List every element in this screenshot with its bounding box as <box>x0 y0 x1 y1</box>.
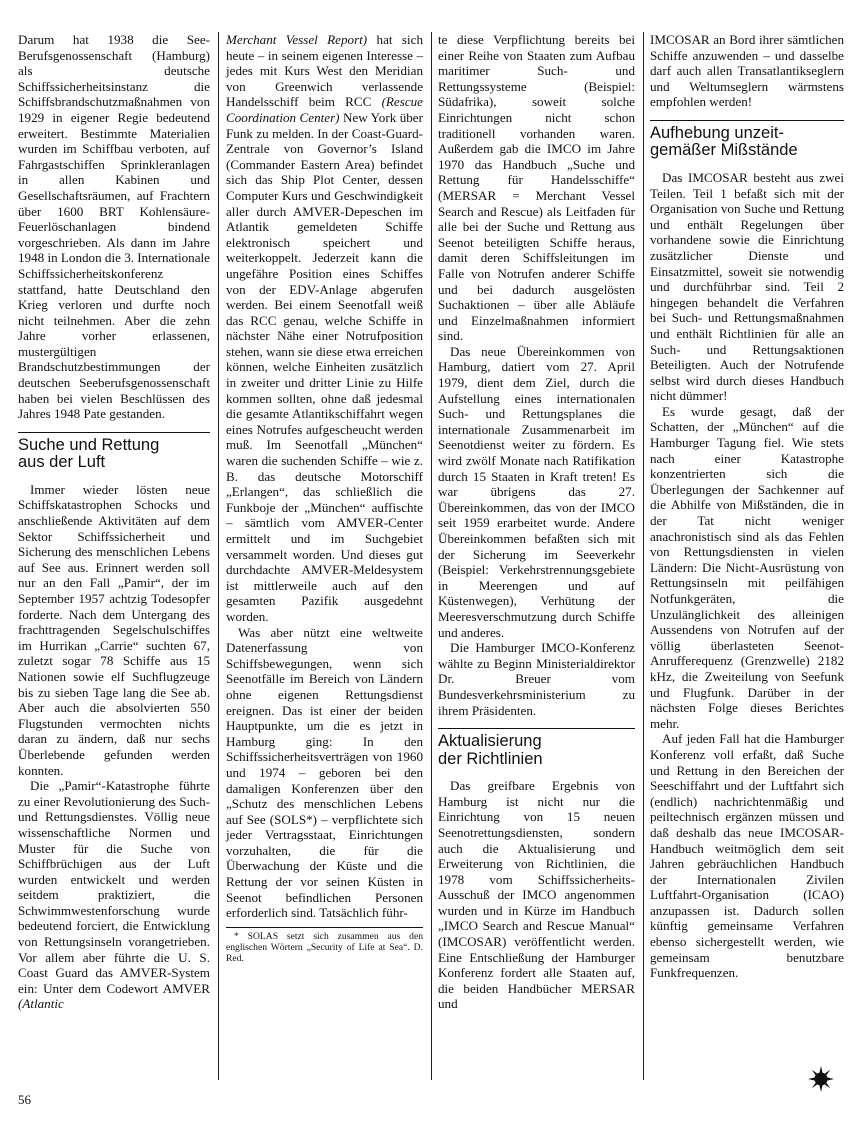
paragraph <box>18 778 210 1012</box>
heading-line: Aufhebung unzeit- <box>650 123 784 142</box>
article-column-3 <box>438 32 635 1012</box>
heading-line: gemäßer Mißstände <box>650 141 798 160</box>
heading-line: der Richtlinien <box>438 749 543 768</box>
footnote-text: * SOLAS setzt sich zusammen aus den englischen Wörtern „Security of Life at Sea“. D. Red. <box>226 930 423 964</box>
paragraph: Die Hamburger IMCO-Konferenz wählte zu Beginn Ministerialdirektor Dr. Breuer vom Bundesverkehrsministerium zu ihrem Präsidenten. <box>438 640 635 718</box>
paragraph-text: hat sich heute – in seinem eigenen Interesse – jedes mit Kurs West den Meridian von Greenwich verlassende Handelsschiff beim RCC <box>226 32 424 110</box>
page-number: 56 <box>18 1092 31 1107</box>
paragraph: Das neue Übereinkommen von Hamburg, datiert vom 27. April 1979, dient dem Ziel, durch die Aufstellung eines internationalen Such- und Rettungsplanes die internationale Zusammenarbeit im Seenotdienst weiter zu fördern. Es wird zwölf Monate nach Ratifikation durch 15 Staaten in Kraft treten! Es war übrigens das 27. Übereinkommen, das von der IMCO seit 1959 erarbeitet wurde. Andere Übereinkommen befaßten sich mit der Sicherung im Seeverkehr (Beispiel: Verkehrstrennungsgebiete in Meerengen und auf Küstenwegen), Verhütung der Meeresverschmutzung durch Schiffe und anderes. <box>438 343 635 640</box>
paragraph: Das greifbare Ergebnis von Hamburg ist nicht nur die Einrichtung von 15 neuen Seenotrettungsdiensten, sondern auch die Aktualisierung und Erweiterung von Richtlinien, die 1978 vom Schiffssicherheits-Ausschuß der IMCO angenommen wurden und in Kürze im Handbuch „IMCO Search and Rescue Manual“ (IMCOSAR) veröffentlicht werden. Eine Entschließung der Hamburger Konferenz fordert alle Staaten auf, die beiden Handbücher MERSAR und <box>438 778 635 1012</box>
heading-line: Suche und Rettung <box>18 435 160 454</box>
section-heading <box>438 728 635 774</box>
paragraph: te diese Verpflichtung bereits bei einer Reihe von Staaten zum Aufbau maritimer Such- und Rettungssysteme (Beispiel: Südafrika), soweit solche Einrichtungen nicht schon traditionell vorhanden waren. Außerdem gab die IMCO im Jahre 1970 das Handbuch „Suche und Rettung für Handelsschiffe“ (MERSAR = Merchant Vessel Search and Rescue) als Leitfaden für alle bei der Suche und Rettung aus Seenot beteiligten Schiffe heraus, damit deren Schiffsleitungen im Falle von Notrufen anderer Schiffe und bei dadurch ausgelösten Suchaktionen – über alle Abläufe und Einzelmaßnahmen informiert sind. <box>438 32 635 344</box>
paragraph-text: New York über Funk zu melden. In der Coast-Guard-Zentrale von Governor’s Island (Commander Eastern Area) befindet sich das Ship Plot Center, dessen Computer Kurs und Geschwindigkeit aller durch AMVER-Depeschen im Atlantik gemeldeten Schiffe elektronisch speichert und weiterkoppelt. Jederzeit kann die ungefähre Position eines Schiffes von der EDV-Anlage abgerufen werden. Bei einem Seenotfall weiß das RCC genau, welche Schiffe in nächster Nähe einer Notrufposition stehen, wann sie diese etwa erreichen können, welche Einheiten zusätzlich in zweiter und dritter Linie zu Hilfe kommen sollten, ohne daß jedesmal die gesamte Atlantikschiffahrt wegen eines Notrufes aufgescheucht werden muß. Im Seenotfall „München“ waren die suchenden Schiffe – wie z. B. das deutsche Motorschiff „Erlangen“, das schließlich die Funkboje der „München“ auffischte – sämtlich vom AMVER-Center ermittelt und im Suchgebiet versammelt worden. Und dieses gut durchdachte AMVER-Meldesystem ist mittlerweile auch auf den gesamten Pazifik ausgedehnt worden. <box>226 109 423 624</box>
article-column-1 <box>18 32 210 1012</box>
article-column-4 <box>650 32 844 981</box>
heading-line: Aktualisierung <box>438 732 542 751</box>
paragraph-italic: (Rescue Coordination Center) <box>226 94 423 125</box>
paragraph: Was aber nützt eine weltweite Datenerfassung von Schiffsbewegungen, wenn sich Seenotfälle im Bereich von Ländern ohne eigenen Rettungsdienst ereignen. Das ist einer der beiden Hauptpunkte, um die es jetzt in Hamburg ging: In den Schiffssicherheitsverträgen von 1960 und 1974 – geboren bei den damaligen Konferenzen über den „Schutz des menschlichen Lebens auf See (SOLS*) – verpflichtete sich jeder Vertragsstaat, Einrichtungen vorzuhalten, die für die Überwachung der Küste und die Rettung der vor seinen Küsten in Seenot befindlichen Personen erforderlich sind. Tatsächlich führ- <box>226 624 423 921</box>
footnote <box>226 927 423 964</box>
section-heading <box>18 432 210 478</box>
article-column-2 <box>226 32 423 964</box>
paragraph-text: Die „Pamir“-Katastrophe führte zu einer Revolutionierung des Such- und Rettungsdienstes. Völlig neue wissenschaftliche Normen und Muster für die Suche von Schiffbrüchigen aus der Luft wurden entwickelt und werden seitdem praktiziert, die Schwimmwestenforschung wurde bedeutend forciert, die Entwicklung von Rettungsinseln vorangetrieben. Vor allem aber führte die U. S. Coast Guard das AMVER-System ein: Unter dem Codewort AMVER <box>18 778 210 996</box>
paragraph: Immer wieder lösten neue Schiffskatastrophen Schocks und anschließende Aktivitäten auf dem Sektor Schiffssicherheit und Sicherung des menschlichen Lebens auf See aus. Erinnert werden soll nur an den Fall „Pamir“, der im September 1957 achtzig Todesopfer forderte. Nach dem Untergang des frachttragenden Segelschulschiffes im Hurrikan „Carrie“ suchten 67, zuletzt sogar 78 Schiffe aus 15 Nationen sowie elf Suchflugzeuge bis zu sieben Tage lang die See ab. Aber auch die absolvierten 550 Flugstunden vermochten nichts daran zu ändern, daß nur sechs Überlebende gefunden werden konnten. <box>18 481 210 778</box>
heading-line: aus der Luft <box>18 453 106 472</box>
paragraph: Auf jeden Fall hat die Hamburger Konferenz voll erfaßt, daß Suche und Rettung in den Bereichen der Seeschiffahrt und der Luftfahrt sich (endlich) nachrichtenmäßig und peiltechnisch ergänzen müssen und daß deshalb das neue IMCOSAR-Handbuch weitmöglich dem seit Jahren gebräuchlichen Handbuch der Internationalen Zivilen Luftfahrt-Organisation (ICAO) anzupassen ist. Dadurch sollen künftig gemeinsame Verfahren ebenso sichergestellt werden, wie gemeinsam benutzbare Funkfrequenzen. <box>650 731 844 981</box>
column-divider <box>218 32 219 1080</box>
paragraph-italic: (Atlantic <box>18 996 64 1012</box>
paragraph: Das IMCOSAR besteht aus zwei Teilen. Teil 1 befaßt sich mit der Organisation von Suche und Rettung und enthält Regelungen über vorhandene sowie die Einrichtung zusätzlicher Dienste und Einsatzmittel, soweit sie notwendig und durchführbar sind. Teil 2 hingegen behandelt die Verfahren bei Such- und Rettungsmaßnahmen und enthält Richtlinien für alle an Such- und Rettungsaktionen Beteiligten. Auch der Notrufende selbst wird durch dieses Handbuch nicht dümmer! <box>650 169 844 404</box>
paragraph: IMCOSAR an Bord ihrer sämtlichen Schiffe anzuwenden – und dasselbe darf auch allen Transatlantikseglern und Weltumseglern wärmstens empfohlen werden! <box>650 32 844 110</box>
sun-star-icon <box>808 1066 834 1092</box>
paragraph: Darum hat 1938 die See-Berufsgenossenschaft (Hamburg) als deutsche Schiffssicherheitsinstanz die Schiffsbrandschutzmaßnahmen von 1929 in eigener Regie bedeutend erweitert. Bestimmte Materialien wurden im Schiffbau verboten, auf Fahrgastschiffen Sprinkleranlagen in allen Kabinen und Gesellschaftsräumen, auf Frachtern über 1600 BRT Kohlensäure-Feuerlöschanlagen bindend vorgeschrieben. Als dann im Jahre 1948 in London die 3. Internationale Schiffssicherheitskonferenz stattfand, hatte Deutschland den Krieg verloren und durfte noch nicht teilnehmen. Aber die zehn Jahre vorher erlassenen, mustergültigen Brandschutzbestimmungen der deutschen Seeberufsgenossenschaft haben bei vielen Beschlüssen des Jahres 1948 Pate gestanden. <box>18 32 210 422</box>
paragraph <box>226 32 423 625</box>
paragraph: Es wurde gesagt, daß der Schatten, der „München“ auf die Hamburger Tagung fiel. Wie stets nach einer Katastrophe konzentrierten sich die Überlegungen der Sachkenner auf die Abhilfe von Mißständen, die in der Tat nicht weniger anachronistisch sind als das Fehlen von Rettungsdiensten in vielen Ländern: Die Nicht-Ausrüstung von Rettungsinseln mit peilfähigen Notfunkgeräten, die Unzulänglichkeit des alleinigen Aussendens von Notrufen auf der völlig überlasteten Seenot-Anrufferequenz (Grenzwelle) 2182 kHz, die Zweiteilung von Seefunk und Flugfunk. Darüber in der nächsten Folge dieses Berichtes mehr. <box>650 403 844 731</box>
section-heading <box>650 120 844 166</box>
column-divider <box>431 32 432 1080</box>
paragraph-italic: Merchant Vessel Report) <box>226 32 368 47</box>
column-divider <box>643 32 644 1080</box>
